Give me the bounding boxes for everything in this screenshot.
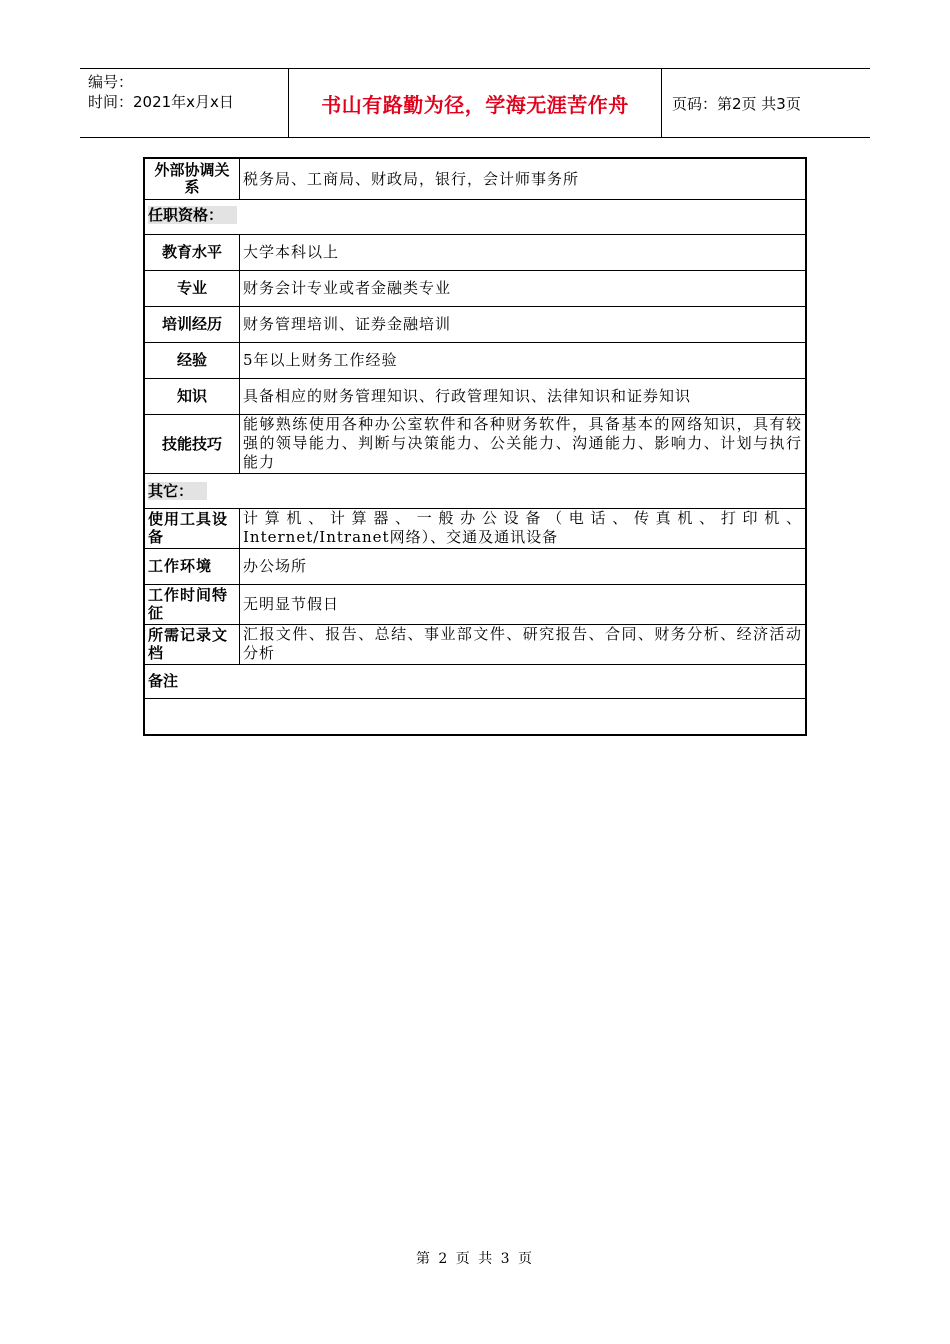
environment-label: 工作环境 <box>144 548 240 584</box>
table-row <box>144 414 806 473</box>
education-value: 大学本科以上 <box>240 234 807 270</box>
table-row <box>144 306 806 342</box>
experience-label: 经验 <box>144 342 240 378</box>
major-value: 财务会计专业或者金融类专业 <box>240 270 807 306</box>
training-label: 培训经历 <box>144 306 240 342</box>
table-row <box>144 234 806 270</box>
header-motto: 书山有路勤为径，学海无涯苦作舟 <box>289 69 662 137</box>
job-description-table <box>143 157 807 736</box>
work-time-value: 无明显节假日 <box>240 584 807 624</box>
table-row <box>144 473 806 508</box>
external-value: 税务局、工商局、财政局，银行，会计师事务所 <box>240 158 807 199</box>
remarks-value <box>144 698 806 735</box>
experience-value: 5年以上财务工作经验 <box>240 342 807 378</box>
tools-value: 计算机、计算器、一般办公设备（电话、传真机、打印机、Internet/Intranet网络）、交通及通讯设备 <box>240 508 807 548</box>
table-row <box>144 548 806 584</box>
table-row <box>144 508 806 548</box>
table-row <box>144 664 806 698</box>
other-heading: 其它： <box>144 473 806 508</box>
qualifications-heading: 任职资格： <box>144 199 806 234</box>
documents-value: 汇报文件、报告、总结、事业部文件、研究报告、合同、财务分析、经济活动分析 <box>240 624 807 664</box>
page-header <box>80 68 870 138</box>
header-meta <box>80 69 289 137</box>
document-number-label: 编号： <box>88 73 134 91</box>
table-row <box>144 584 806 624</box>
training-value: 财务管理培训、证券金融培训 <box>240 306 807 342</box>
environment-value: 办公场所 <box>240 548 807 584</box>
table-row <box>144 158 806 199</box>
tools-label: 使用工具设备 <box>144 508 240 548</box>
major-label: 专业 <box>144 270 240 306</box>
documents-label: 所需记录文档 <box>144 624 240 664</box>
table-row <box>144 342 806 378</box>
table-row <box>144 624 806 664</box>
work-time-label: 工作时间特征 <box>144 584 240 624</box>
skills-label: 技能技巧 <box>144 414 240 473</box>
header-page-number: 页码：第2页 共3页 <box>672 94 801 113</box>
knowledge-label: 知识 <box>144 378 240 414</box>
table-row <box>144 378 806 414</box>
external-label: 外部协调关系 <box>144 158 240 199</box>
knowledge-value: 具备相应的财务管理知识、行政管理知识、法律知识和证券知识 <box>240 378 807 414</box>
education-label: 教育水平 <box>144 234 240 270</box>
table-row <box>144 199 806 234</box>
skills-value: 能够熟练使用各种办公室软件和各种财务软件，具备基本的网络知识，具有较强的领导能力、判断与决策能力、公关能力、沟通能力、影响力、计划与执行能力 <box>240 414 807 473</box>
document-time-label: 时间：2021年x月x日 <box>88 93 234 111</box>
remarks-heading: 备注 <box>144 664 806 698</box>
table-row <box>144 698 806 735</box>
page-footer: 第 2 页 共 3 页 <box>415 1251 535 1267</box>
table-row <box>144 270 806 306</box>
